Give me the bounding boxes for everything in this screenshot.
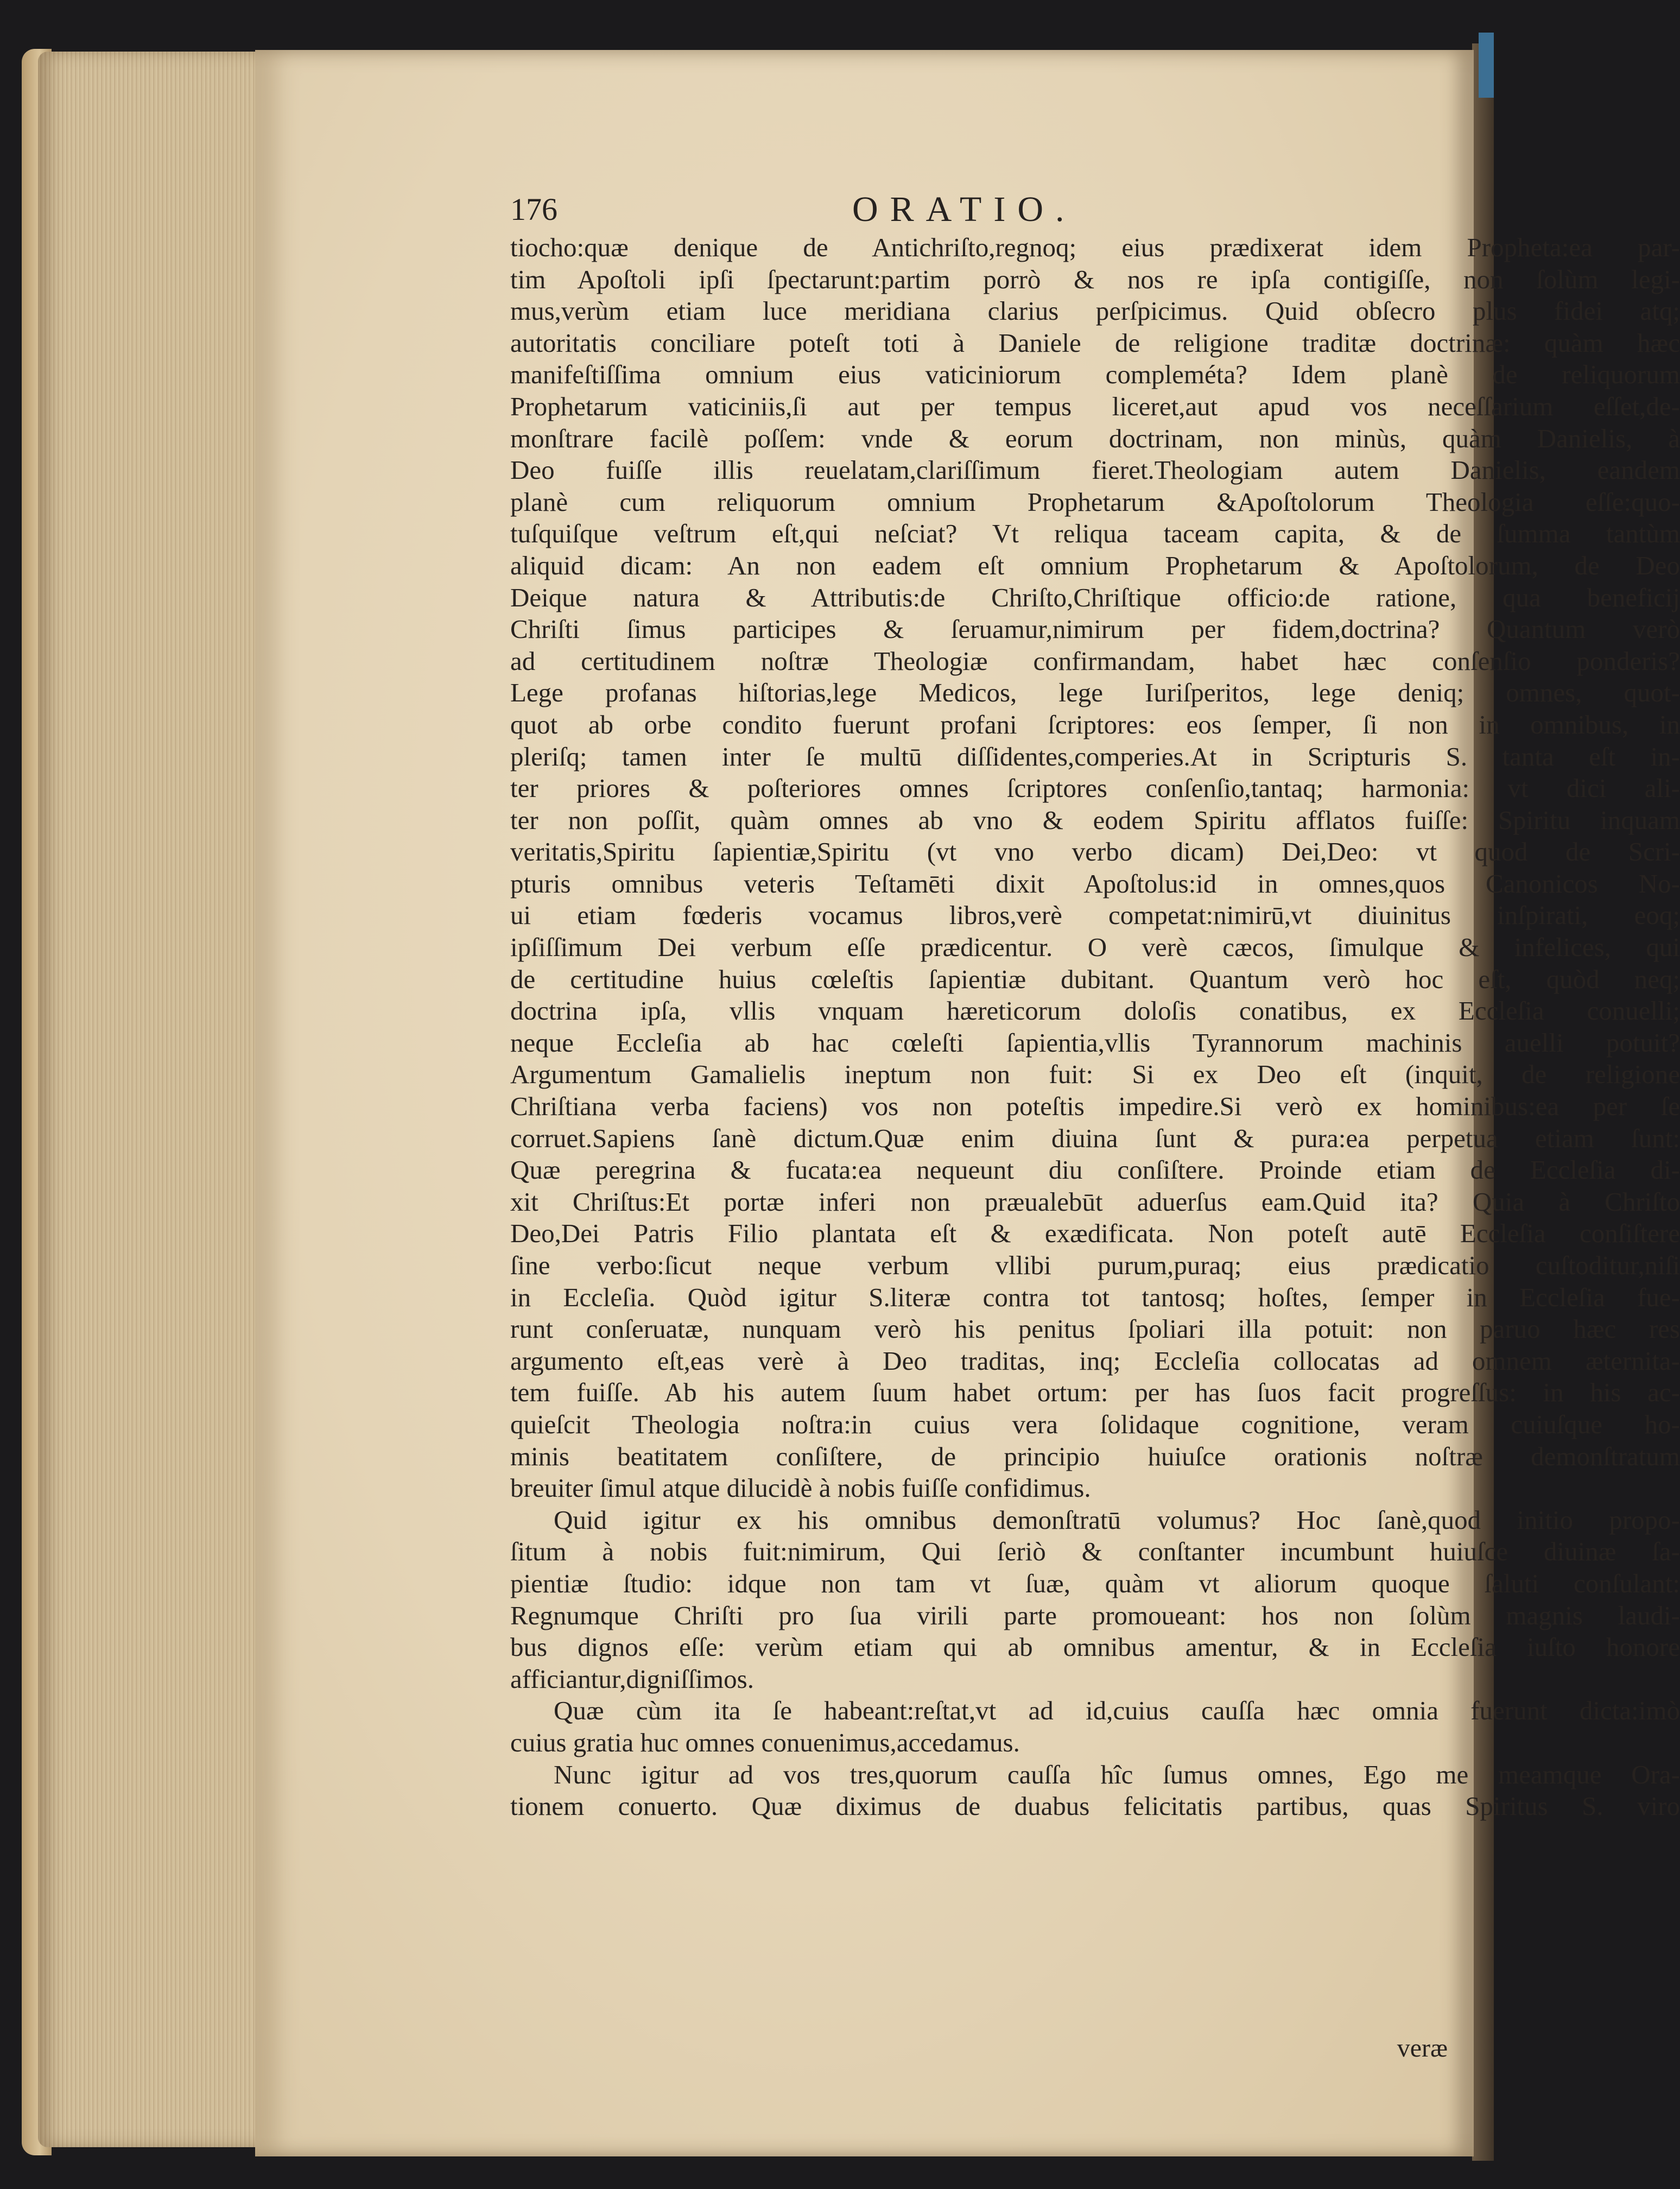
text-line: Argumentum Gamalielis ineptum non fuit: Si ex Deo eſt (inquit, de religione <box>510 1059 1680 1090</box>
text-line: Deo,Dei Patris Filio plantata eſt & exædificata. Non poteſt autē Eccleſia conſiſtere <box>510 1218 1680 1249</box>
text-line: Chriſtiana verba faciens) vos non poteſtis impedire.Si verò ex hominibus:ea per ſe <box>510 1091 1680 1122</box>
text-line: Quæ cùm ita ſe habeant:reſtat,vt ad id,cuius cauſſa hæc omnia fuerunt dicta:imò <box>554 1695 1680 1726</box>
text-line: cuius gratia huc omnes conuenimus,accedamus. <box>510 1727 1020 1757</box>
text-line: quot ab orbe condito fuerunt profani ſcriptores: eos ſemper, ſi non in omnibus, in <box>510 709 1680 739</box>
text-line: planè cum reliquorum omnium Prophetarum &Apoſtolorum Theologia eſſe:quo- <box>510 486 1680 517</box>
text-line: tem fuiſſe. Ab his autem ſuum habet ortum: per has ſuos facit progreſſus: in his ac- <box>510 1377 1680 1408</box>
text-line: Chriſti ſimus participes & ſeruamur,nimirum per fidem,doctrina? Quantum verò <box>510 614 1680 644</box>
text-line: tim Apoſtoli ipſi ſpectarunt:partim porrò & nos re ipſa contigiſſe, non ſolùm legi- <box>510 264 1680 294</box>
text-line: tuſquiſque veſtrum eſt,qui neſciat? Vt reliqua taceam capita, & de ſumma tantùm <box>510 518 1680 549</box>
text-line: afficiantur,digniſſimos. <box>510 1663 754 1694</box>
text-line: de certitudine huius cœleſtis ſapientiæ dubitant. Quantum verò hoc eſt, quòd neq; <box>510 964 1680 994</box>
text-line: tiocho:quæ denique de Antichriſto,regnoq; eius prædixerat idem Propheta:ea par- <box>510 232 1680 262</box>
text-line: Lege profanas hiſtorias,lege Medicos, lege Iuriſperitos, lege deniq; omnes, quot- <box>510 678 1680 708</box>
text-line: autoritatis conciliare poteſt toti à Daniele de religione traditæ doctrinæ: quàm hæc <box>510 327 1680 358</box>
text-line: ter priores & poſteriores omnes ſcriptores conſenſio,tantaq; harmonia: vt dici ali- <box>510 773 1680 804</box>
book-page <box>255 50 1680 2156</box>
text-line: Nunc igitur ad vos tres,quorum cauſſa hîc ſumus omnes, Ego me meamque Ora- <box>554 1759 1680 1789</box>
body-text <box>510 232 1680 1823</box>
text-line: Prophetarum vaticiniis,ſi aut per tempus liceret,aut apud vos neceſſarium eſſet,de- <box>510 391 1680 421</box>
text-line: Deique natura & Attributis:de Chriſto,Chriſtique officio:de ratione, qua beneficij <box>510 582 1680 612</box>
blue-marker <box>1479 33 1494 98</box>
text-line: Quæ peregrina & fucata:ea nequeunt diu conſiſtere. Proinde etiam de Eccleſia di- <box>510 1155 1680 1185</box>
text-line: Quid igitur ex his omnibus demonſtratū volumus? Hoc ſanè,quod initio propo- <box>554 1504 1680 1535</box>
text-line: Regnumque Chriſti pro ſua virili parte promoueant: hos non ſolùm magnis laudi- <box>510 1600 1680 1630</box>
text-line: veritatis,Spiritu ſapientiæ,Spiritu (vt vno verbo dicam) Dei,Deo: vt quod de Scri- <box>510 837 1680 867</box>
text-line: aliquid dicam: An non eadem eſt omnium Prophetarum & Apoſtolorum, de Deo <box>510 550 1680 580</box>
text-line: ad certitudinem noſtræ Theologiæ confirmandam, habet hæc conſenſio ponderis? <box>510 646 1680 676</box>
text-line: ipſiſſimum Dei verbum eſſe prædicentur. O verè cæcos, ſimulque & infelices, qui <box>510 932 1680 963</box>
text-line: Deo fuiſſe illis reuelatam,clariſſimum fieret.Theologiam autem Danielis, eandem <box>510 455 1680 485</box>
text-line: minis beatitatem conſiſtere, de principio huiuſce orationis noſtræ demonſtratum <box>510 1441 1680 1471</box>
text-line: ſitum à nobis fuit:nimirum, Qui ſeriò & conſtanter incumbunt huiuſce diuinæ ſa- <box>510 1536 1680 1567</box>
catchword: veræ <box>1397 2034 1448 2063</box>
text-line: pientiæ ſtudio: idque non tam vt ſuæ, quàm vt aliorum quoque ſaluti conſulant: <box>510 1568 1680 1598</box>
text-line: xit Chriſtus:Et portæ inferi non præualebūt aduerſus eam.Quid ita? Quia à Chriſto <box>510 1186 1680 1217</box>
text-line: corruet.Sapiens ſanè dictum.Quæ enim diuina ſunt & pura:ea perpetua etiam ſunt: <box>510 1123 1680 1153</box>
text-line: in Eccleſia. Quòd igitur S.literæ contra tot tantosq; hoſtes, ſemper in Eccleſia fue- <box>510 1282 1680 1312</box>
text-line: ui etiam fœderis vocamus libros,verè competat:nimirū,vt diuinitus inſpirati, eoq; <box>510 900 1680 931</box>
page-number: 176 <box>510 192 557 227</box>
text-line: bus dignos eſſe: verùm etiam qui ab omnibus amentur, & in Eccleſia iuſto honore <box>510 1632 1680 1662</box>
text-line: neque Eccleſia ab hac cœleſti ſapientia,vllis Tyrannorum machinis auelli potuit? <box>510 1027 1680 1058</box>
text-line: manifeſtiſſima omnium eius vaticiniorum compleméta? Idem planè de reliquorum <box>510 359 1680 390</box>
page-fore-edge <box>38 52 271 2147</box>
text-line: pturis omnibus veteris Teſtamēti dixit Apoſtolus:id in omnes,quos Canonicos No- <box>510 868 1680 899</box>
text-line: pleriſq; tamen inter ſe multū diſſidentes,comperies.At in Scripturis S. tanta eſt in- <box>510 741 1680 771</box>
text-line: ter non poſſit, quàm omnes ab vno & eodem Spiritu afflatos fuiſſe: Spiritu inquam <box>510 805 1680 835</box>
text-line: runt conſeruatæ, nunquam verò his penitus ſpoliari illa potuit: non paruo hæc res <box>510 1314 1680 1344</box>
text-line: tionem conuerto. Quæ diximus de duabus felicitatis partibus, quas Spiritus S. viro <box>510 1791 1680 1821</box>
text-line: mus,verùm etiam luce meridiana clarius perſpicimus. Quid obſecro plus fidei atq; <box>510 296 1680 326</box>
text-line: quieſcit Theologia noſtra:in cuius vera ſolidaque cognitione, veram cuiuſque ho- <box>510 1409 1680 1439</box>
text-line: argumento eſt,eas verè à Deo traditas, inq; Eccleſia collocatas ad omnem æternita- <box>510 1345 1680 1376</box>
running-head: ORATIO. <box>852 189 1076 229</box>
text-line: doctrina ipſa, vllis vnquam hæreticorum doloſis conatibus, ex Eccleſia conuelli; <box>510 996 1680 1026</box>
text-line: monſtrare facilè poſſem: vnde & eorum doctrinam, non minùs, quàm Danielis, à <box>510 423 1680 453</box>
text-line: breuiter ſimul atque dilucidè à nobis fuiſſe confidimus. <box>510 1473 1091 1503</box>
text-line: ſine verbo:ſicut neque verbum vllibi purum,puraq; eius prædicatio cuſtoditur,niſi <box>510 1250 1680 1280</box>
